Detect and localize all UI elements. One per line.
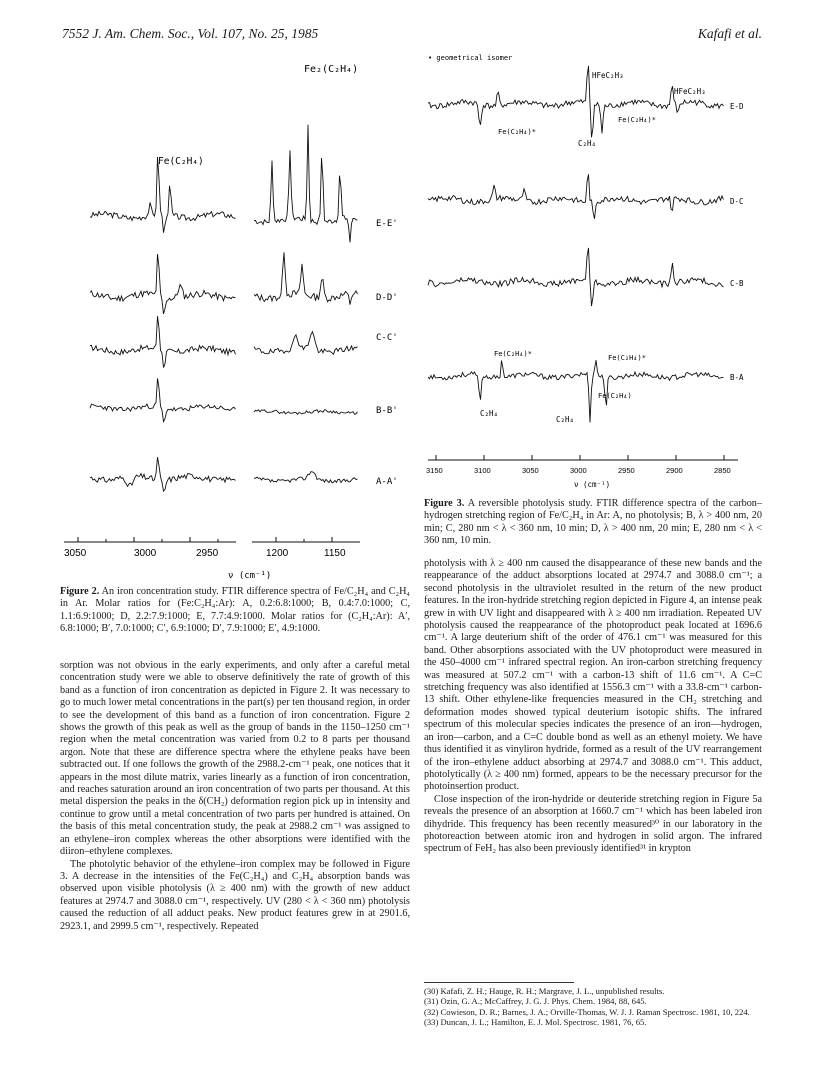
trace-d [90, 254, 236, 314]
tick-3150: 3150 [426, 466, 443, 475]
trace-b-a [428, 360, 724, 422]
trace-e [90, 157, 236, 233]
tick-2950-b: 2950 [618, 466, 635, 475]
fec2h4-label: Fe(C₂H₄) [598, 392, 632, 400]
c2h4-top-label: C₂H₄ [578, 139, 597, 148]
trace-label-cb: C-B [730, 279, 744, 288]
left-paragraph-2: The photolytic behavior of the ethylene–iron complex may be followed in Figure 3. A decrease in the intensities of the Fe(C₂H₄) and C₂H₄ absorption bands was observed upon visible photolysis (λ ≥ 400 nm) with the growth of new adduct features at 2974.7 and 3088.0 cm⁻¹, respectively. UV (280 < λ < 360 nm) photolysis caused the reduction of all adduct peaks. New product features grew in at 2901.6, 2923.1, and 2999.5 cm⁻¹, respectively. Repeated [60, 858, 410, 932]
tick-3050: 3050 [64, 548, 87, 559]
tick-2900: 2900 [666, 466, 683, 475]
tick-2950: 2950 [196, 548, 219, 559]
reference-30: (30) Kafafi, Z. H.; Hauge, R. H.; Margrave, J. L., unpublished results. [424, 986, 665, 996]
reference-33: (33) Duncan, J. L.; Hamilton, E. J. Mol. Spectrosc. 1981, 76, 65. [424, 1017, 647, 1028]
trace-c [90, 316, 236, 367]
figure-2-caption [60, 586, 410, 636]
right-paragraph-1: photolysis with λ ≥ 400 nm caused the disappearance of these new bands and the reappearance of the adduct absorptions located at 2974.7 and 3088.0 cm⁻¹; a second photolysis in the ultraviolet resulted in the return of the new product features. In the iron-hydride stretching region depicted in Figure 4, an intense peak grew in with UV light and disappeared with λ ≥ 400 nm irradiation. Repeated UV photolysis caused the reappearance of the photoproduct peak located at 1696.6 cm⁻¹. A large deuterium shift of the order of 476.1 cm⁻¹ was measured for this band. Other absorptions associated with the UV photoproduct were measured in the 450–4000 cm⁻¹ infrared spectral region. An iron-carbon stretching frequency was measured at 507.2 cm⁻¹ with a carbon-13 shift of 11.6 cm⁻¹. A C=C stretching frequency was also identified at 1556.3 cm⁻¹ with a 33.8-cm⁻¹ carbon-13 shift. Other ethylene-like frequencies measured in the CH₂ stretching and deformation modes showed typical deuterium isotopic shifts. The infrared spectrum of this molecular species indicates the presence of an iron—hydrogen, an iron—carbon, and a C=C double bond as well as an ethenyl moiety. We have thus identified it as vinyliron hydride, formed as a result of the UV rearrangement of the iron–ethylene adduct absorbing at 2974.7 and 3088.0 cm⁻¹. This adduct, photolytically (λ ≥ 400 nm) formed, appears to be the necessary precursor for the photoinsertion product. [424, 558, 762, 793]
authors: Kafafi et al. [697, 26, 762, 41]
references [424, 986, 762, 1028]
figure-2-caption-label: Figure 2. [60, 586, 100, 597]
trace-e-prime [254, 125, 358, 243]
trace-label-ee: E-E' [376, 219, 398, 229]
trace-label-ed: E-D [730, 102, 744, 111]
trace-label-bb: B-B' [376, 406, 398, 416]
trace-b-prime [254, 410, 358, 415]
reference-32: (32) Cowieson, D. R.; Barnes, J. A.; Orville-Thomas, W. J. J. Raman Spectrosc. 1981, 10, 224. [424, 1006, 750, 1017]
journal-citation: 7552 J. Am. Chem. Soc., Vol. 107, No. 25, 1985 [62, 26, 319, 41]
trace-c-b [428, 248, 724, 306]
trace-b [90, 378, 236, 421]
figure-3-caption-text: A reversible photolysis study. FTIR difference spectra of the carbon–hydrogen stretching region of Fe/C₂H₄ in Ar: A, no photolysis; B, λ > 400 nm, 20 min; C, 280 nm < λ < 360 nm, 10 min; D, λ > 400 nm, 20 min; E, 280 nm < λ < 360 nm, 10 min. [424, 498, 762, 547]
tick-3000: 3000 [134, 548, 157, 559]
figure-2 [60, 50, 412, 590]
trace-label-dc: D-C [730, 197, 744, 206]
hfec2h3-label-a: HFeC₂H₃ [592, 71, 624, 80]
trace-c-prime [254, 332, 358, 355]
fig3-x-unit: ν (cm⁻¹) [574, 480, 611, 489]
right-paragraph-2: Close inspection of the iron-hydride or deuteride stretching region in Figure 5a reveals the presence of an absorption at 1660.7 cm⁻¹ which has been labeled iron dihydride. This frequency has been recently measured³⁰ in our laboratory in the photoreaction between atomic iron and hydrogen in solid argon. The infrared spectrum of FeH₂ has also been previously identified³¹ in krypton [424, 793, 762, 855]
fec2h4-star-label-a: Fe(C₂H₄)* [498, 128, 536, 136]
fe-c2h4-label: Fe(C₂H₄) [158, 156, 204, 167]
geometrical-isomer-note: • geometrical isomer [428, 54, 513, 62]
trace-e-d [428, 66, 724, 137]
fec2h4-star-label-d: Fe(C₂H₄)* [608, 354, 646, 362]
fec2h4-star-label-c: Fe(C₂H₄)* [494, 350, 532, 358]
tick-3050-b: 3050 [522, 466, 539, 475]
figure-3 [424, 50, 764, 490]
figure-2-plot [60, 50, 412, 590]
c2h4-label-b: C₂H₄ [556, 415, 575, 424]
trace-d-prime [254, 252, 358, 304]
trace-a [90, 457, 236, 491]
trace-label-aa: A-A' [376, 477, 398, 487]
figure-3-plot [424, 50, 764, 490]
figure-3-caption [424, 498, 762, 548]
trace-label-ba: B-A [730, 373, 744, 382]
tick-1150: 1150 [324, 548, 346, 559]
tick-3100: 3100 [474, 466, 491, 475]
trace-label-dd: D-D' [376, 293, 398, 303]
tick-1200: 1200 [266, 548, 289, 559]
running-header [62, 26, 762, 46]
reference-31: (31) Ozin, G. A.; McCaffrey, J. G. J. Phys. Chem. 1984, 88, 645. [424, 996, 647, 1007]
tick-2850: 2850 [714, 466, 731, 475]
references-rule [424, 982, 574, 983]
left-paragraph-1: sorption was not obvious in the early experiments, and only after a careful metal concentration study were we able to observe definitively the rate of growth of this band as a function of iron concentration as depicted in Figure 2. It was necessary to go to much lower metal concentrations in the part(s) per ten thousand region, in order to see the development of this band as a function of iron concentration. Figure 2 shows the growth of this peak as well as the group of bands in the 1150–1250 cm⁻¹ region when the metal concentration was varied from 0.2 to 8 parts per thousand argon. Note that these are difference spectra where the ethylene peaks have been subtracted out. If one follows the growth of the 2988.2-cm⁻¹ peak, one notices that it appears in the most dilute matrix, varies linearly as a function of iron concentration, and reaches saturation around an iron concentration of two parts per thousand. At this metal dispersion the peaks in the δ(CH₂) deformation region pick up in intensity and continue to grow until a metal concentration of two parts per hundred is attained. On the basis of this metal concentration study, the peak at 2988.2 cm⁻¹ was assigned to an ethylene–iron complex whereas the other absorptions were identified with the diiron–ethylene complexes. [60, 660, 410, 858]
fe2-c2h4-label: Fe₂(C₂H₄) [304, 64, 359, 75]
figure-2-caption-text: An iron concentration study. FTIR difference spectra of Fe/C₂H₄ and C₂H₄ in Ar. Molar ratios for (Fe:C₂H₄:Ar): A, 0.2:6.8:1000; B, 0.4:7.0:1000; C, 1.1:6.9:1000; D, 2.2:7.9:1000; E, 7.7:4.9:1000. Molar ratios for (C₂H₄:Ar): A′, 6.8:1000; B′, 7.0:1000; C′, 6.9:1000; D′, 7.9:1000; E′, 4.9:1000. [60, 586, 410, 635]
c2h4-label-a: C₂H₄ [480, 409, 499, 418]
left-column [60, 660, 410, 933]
hfec2h3-label-b: HFeC₂H₃ [674, 87, 706, 96]
tick-3000-b: 3000 [570, 466, 587, 475]
figure-3-caption-label: Figure 3. [424, 498, 465, 509]
fig2-x-unit: ν (cm⁻¹) [228, 571, 272, 581]
trace-d-c [428, 174, 724, 218]
trace-a-prime [254, 472, 358, 483]
fec2h4-star-label-b: Fe(C₂H₄)* [618, 116, 656, 124]
trace-label-cc: C-C' [376, 333, 398, 343]
right-column [424, 558, 762, 856]
